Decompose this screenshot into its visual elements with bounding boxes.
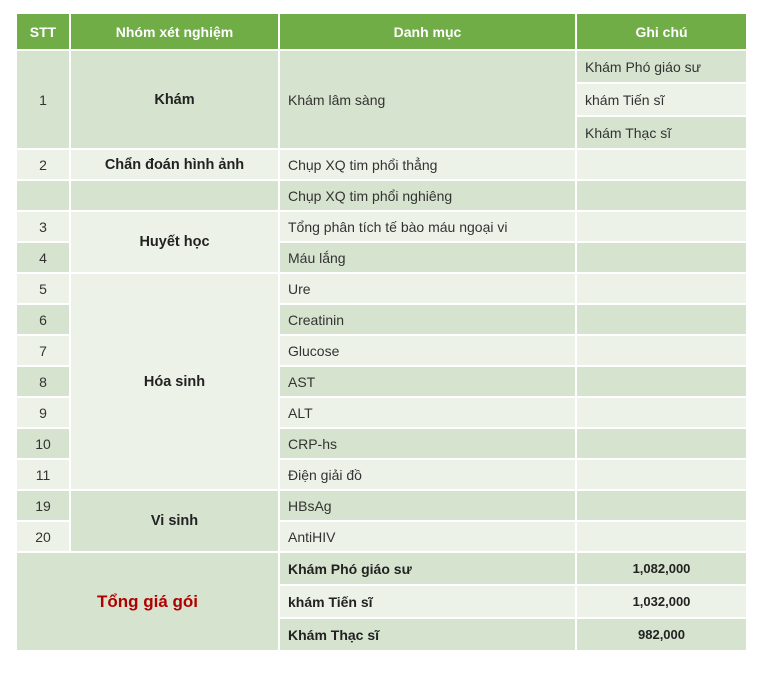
stt-cell	[16, 180, 70, 211]
total-package-price: 1,032,000	[576, 585, 747, 618]
group-cell	[70, 180, 279, 211]
price-table-container	[15, 12, 748, 652]
note-cell	[576, 242, 747, 273]
header-stt: STT	[16, 13, 70, 50]
note-cell: khám Tiến sĩ	[576, 83, 747, 116]
table-row	[16, 273, 747, 304]
note-cell: Khám Thạc sĩ	[576, 116, 747, 149]
item-cell: AntiHIV	[279, 521, 576, 552]
stt-cell: 10	[16, 428, 70, 459]
total-package-name: Khám Phó giáo sư	[279, 552, 576, 585]
stt-cell: 4	[16, 242, 70, 273]
item-cell: Chụp XQ tim phổi thẳng	[279, 149, 576, 180]
note-cell	[576, 428, 747, 459]
stt-cell: 11	[16, 459, 70, 490]
stt-cell: 6	[16, 304, 70, 335]
item-cell: HBsAg	[279, 490, 576, 521]
note-cell	[576, 180, 747, 211]
item-cell: Glucose	[279, 335, 576, 366]
table-row	[16, 490, 747, 521]
note-cell	[576, 211, 747, 242]
stt-cell: 8	[16, 366, 70, 397]
total-row	[16, 552, 747, 585]
stt-cell: 3	[16, 211, 70, 242]
table-row	[16, 180, 747, 211]
note-cell	[576, 273, 747, 304]
total-package-price: 1,082,000	[576, 552, 747, 585]
note-cell	[576, 397, 747, 428]
item-cell: Chụp XQ tim phổi nghiêng	[279, 180, 576, 211]
item-cell: Điện giải đồ	[279, 459, 576, 490]
note-cell	[576, 459, 747, 490]
table-row	[16, 50, 747, 83]
stt-cell: 9	[16, 397, 70, 428]
table-header-row	[16, 13, 747, 50]
note-cell: Khám Phó giáo sư	[576, 50, 747, 83]
note-cell	[576, 366, 747, 397]
note-cell	[576, 149, 747, 180]
stt-cell: 20	[16, 521, 70, 552]
item-cell: Máu lắng	[279, 242, 576, 273]
group-cell: Chẩn đoán hình ảnh	[70, 149, 279, 180]
header-group: Nhóm xét nghiệm	[70, 13, 279, 50]
table-row	[16, 211, 747, 242]
price-table	[15, 12, 748, 652]
item-cell: Ure	[279, 273, 576, 304]
stt-cell: 19	[16, 490, 70, 521]
header-item: Danh mục	[279, 13, 576, 50]
group-cell: Huyết học	[70, 211, 279, 273]
item-cell: ALT	[279, 397, 576, 428]
header-note: Ghi chú	[576, 13, 747, 50]
item-cell: Tổng phân tích tế bào máu ngoại vi	[279, 211, 576, 242]
group-cell: Hóa sinh	[70, 273, 279, 490]
total-package-name: khám Tiến sĩ	[279, 585, 576, 618]
item-cell: AST	[279, 366, 576, 397]
note-cell	[576, 490, 747, 521]
group-cell: Khám	[70, 50, 279, 149]
total-package-price: 982,000	[576, 618, 747, 651]
stt-cell: 2	[16, 149, 70, 180]
table-row	[16, 149, 747, 180]
note-cell	[576, 335, 747, 366]
item-cell: Creatinin	[279, 304, 576, 335]
stt-cell: 5	[16, 273, 70, 304]
total-package-name: Khám Thạc sĩ	[279, 618, 576, 651]
total-label: Tổng giá gói	[16, 552, 279, 651]
group-cell: Vi sinh	[70, 490, 279, 552]
note-cell	[576, 521, 747, 552]
note-cell	[576, 304, 747, 335]
item-cell: CRP-hs	[279, 428, 576, 459]
stt-cell: 7	[16, 335, 70, 366]
item-cell: Khám lâm sàng	[279, 50, 576, 149]
stt-cell: 1	[16, 50, 70, 149]
